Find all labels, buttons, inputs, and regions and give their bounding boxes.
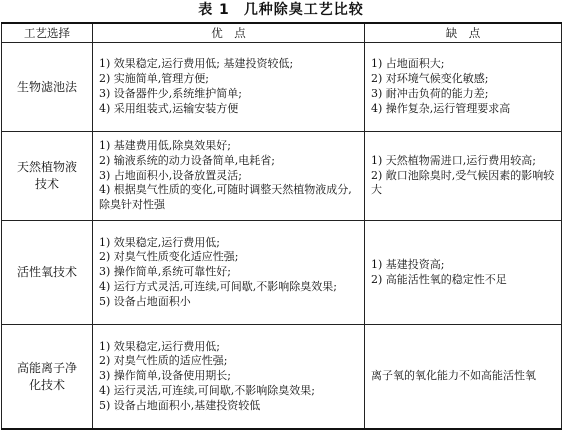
advantages-cell — [93, 325, 365, 430]
header-advantages: 优 点 — [93, 23, 365, 43]
advantage-item: 2) 对臭气性质的适应性强; — [99, 354, 228, 368]
process-name: 天然植物液技术 — [2, 132, 93, 221]
disadvantage-item: 2) 对环境气候变化敏感; — [371, 72, 489, 86]
disadvantage-item: 1) 占地面积大; — [371, 57, 445, 71]
table-number: 表 1 — [198, 2, 230, 18]
disadvantages-cell — [365, 325, 562, 430]
advantages-cell — [93, 132, 365, 221]
advantages-cell — [93, 43, 365, 132]
table-row — [2, 221, 562, 325]
advantage-item: 1) 效果稳定,运行费用低; — [99, 339, 220, 353]
advantage-item: 2) 输液系统的动力设备简单,电耗省; — [99, 153, 275, 167]
advantage-item: 1) 效果稳定,运行费用低; — [99, 235, 220, 249]
advantage-item: 1) 基建费用低,除臭效果好; — [99, 139, 231, 152]
advantage-item: 1) 效果稳定,运行费用低; 基建投资较低; — [99, 57, 294, 71]
advantage-item: 3) 操作简单,设备使用期长; — [99, 369, 231, 383]
advantages-cell — [93, 221, 365, 325]
advantage-item: 3) 占地面积小,设备放置灵活; — [99, 168, 242, 182]
table-row — [2, 43, 562, 132]
table-row — [2, 132, 562, 221]
table-caption — [0, 1, 562, 19]
disadvantage-item: 3) 耐冲击负荷的能力差; — [371, 87, 489, 100]
header-process: 工艺选择 — [2, 23, 93, 43]
disadvantage-item: 1) 基建投资高; — [371, 257, 445, 271]
disadvantages-cell — [365, 132, 562, 221]
process-name: 活性氧技术 — [2, 221, 93, 325]
disadvantages-cell — [365, 221, 562, 325]
advantage-item: 3) 操作简单,系统可靠性好; — [99, 265, 231, 279]
disadvantage-item: 2) 敞口池除臭时,受气候因素的影响较大 — [371, 168, 555, 197]
header-disadvantages: 缺 点 — [365, 23, 562, 43]
advantage-item: 2) 实施简单,管理方便; — [99, 72, 209, 86]
disadvantage-item: 2) 高能活性氧的稳定性不足 — [371, 272, 507, 286]
header-row — [2, 23, 562, 43]
table-row — [2, 325, 562, 430]
advantage-item: 5) 设备占地面积小 — [99, 294, 191, 308]
advantage-item: 4) 运行灵活,可连续,可间歇,不影响除臭效果; — [99, 383, 315, 397]
comparison-table — [1, 22, 562, 430]
disadvantage-item: 4) 操作复杂,运行管理要求高 — [371, 101, 511, 115]
advantage-item: 4) 采用组装式,运输安装方便 — [99, 101, 239, 115]
advantage-item: 4) 根据臭气性质的变化,可随时调整天然植物液成分,除臭针对性强 — [99, 183, 352, 212]
disadvantage-item: 离子氧的氧化能力不如高能活性氧 — [371, 369, 536, 383]
advantage-item: 2) 对臭气性质变化适应性强; — [99, 250, 239, 264]
process-name: 高能离子净化技术 — [2, 325, 93, 430]
advantage-item: 3) 设备器件少,系统维护简单; — [99, 87, 242, 100]
advantage-item: 4) 运行方式灵活,可连续,可间歇,不影响除臭效果; — [99, 279, 337, 293]
table-title: 几种除臭工艺比较 — [243, 2, 364, 18]
disadvantages-cell — [365, 43, 562, 132]
advantage-item: 5) 设备占地面积小,基建投资较低 — [99, 398, 261, 412]
process-name: 生物滤池法 — [2, 43, 93, 132]
disadvantage-item: 1) 天然植物需进口,运行费用较高; — [371, 153, 536, 167]
